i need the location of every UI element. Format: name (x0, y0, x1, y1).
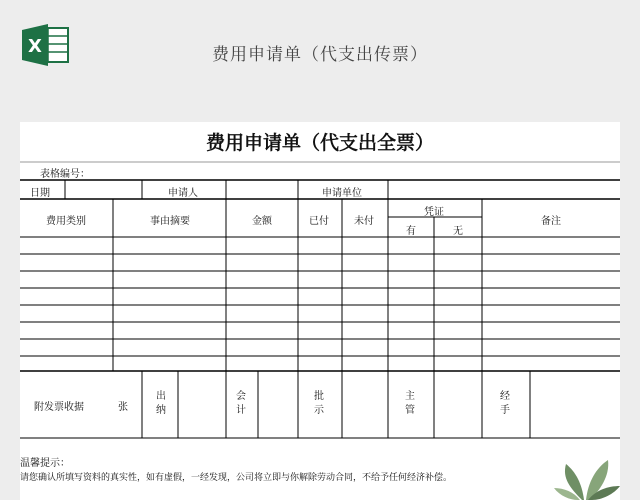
col-voucher-no: 无 (453, 226, 463, 237)
col-unpaid: 未付 (354, 216, 374, 227)
expense-form-sheet (20, 122, 620, 500)
plant-icon (552, 452, 622, 500)
note-text: 请您确认所填写资料的真实性，如有虚假，一经发现，公司将立即与你解除劳动合同，不给予任何经济补偿。 (20, 473, 453, 483)
col-voucher-yes: 有 (406, 226, 416, 237)
col-paid: 已付 (309, 216, 329, 227)
accounting-label: 会计 (236, 391, 246, 416)
svg-text:X: X (28, 36, 42, 57)
date-label: 日期 (30, 188, 50, 199)
supervisor-label: 主管 (405, 391, 415, 416)
page-title: 费用申请单（代支出传票） (212, 45, 428, 65)
unit-label: 申请单位 (322, 188, 362, 199)
col-remark: 备注 (541, 216, 561, 227)
handler-label: 经手 (500, 391, 510, 416)
form-title: 费用申请单（代支出全票） (205, 132, 434, 154)
attach-label: 附发票收据 (34, 402, 84, 413)
col-category: 费用类别 (46, 216, 86, 227)
col-voucher: 凭证 (424, 207, 444, 218)
approve-label: 批示 (314, 391, 324, 416)
col-summary: 事由摘要 (150, 216, 190, 227)
col-amount: 金额 (252, 216, 272, 227)
note-title: 温馨提示： (20, 458, 70, 469)
applicant-label: 申请人 (168, 188, 198, 199)
sheets-label: 张 (118, 402, 128, 413)
cashier-label: 出纳 (156, 391, 166, 416)
table-no-label: 表格编号： (40, 169, 90, 180)
